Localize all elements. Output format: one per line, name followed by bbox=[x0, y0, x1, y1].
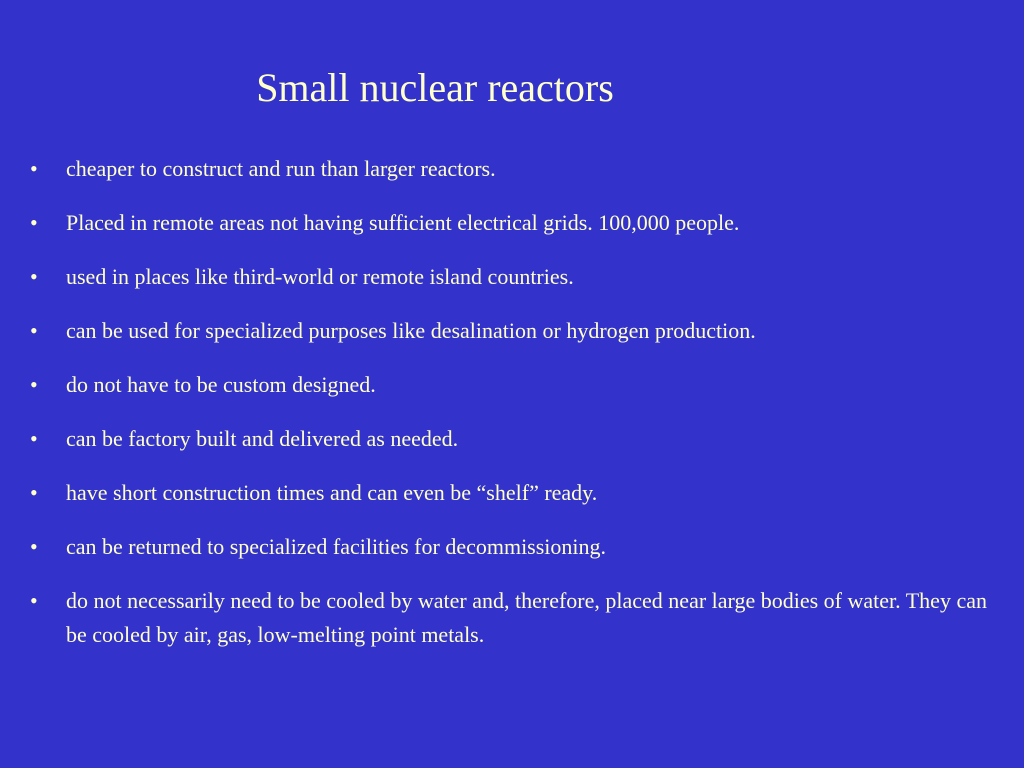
bullet-icon: • bbox=[30, 156, 38, 181]
bullet-icon: • bbox=[30, 264, 38, 289]
bullet-icon: • bbox=[30, 480, 38, 505]
bullet-text: have short construction times and can even be “shelf” ready. bbox=[66, 480, 598, 505]
bullet-text: can be used for specialized purposes like desalination or hydrogen production. bbox=[66, 318, 756, 343]
slide-title: Small nuclear reactors bbox=[256, 65, 614, 110]
list-item bbox=[30, 314, 990, 348]
bullet-text: can be factory built and delivered as needed. bbox=[66, 426, 459, 451]
list-item bbox=[30, 368, 990, 402]
list-item bbox=[30, 530, 990, 564]
bullet-icon: • bbox=[30, 210, 38, 235]
bullet-text: used in places like third-world or remote island countries. bbox=[66, 264, 574, 289]
list-item bbox=[30, 476, 990, 510]
bullet-icon: • bbox=[30, 534, 38, 559]
list-item bbox=[30, 152, 990, 186]
list-item bbox=[30, 584, 990, 652]
bullet-text: do not necessarily need to be cooled by water and, therefore, placed near large bodies of water. They can be cooled by air, gas, low-melting point metals. bbox=[66, 588, 987, 647]
bullet-icon: • bbox=[30, 588, 38, 613]
bullet-text: cheaper to construct and run than larger reactors. bbox=[66, 156, 496, 181]
list-item bbox=[30, 260, 990, 294]
bullet-text: do not have to be custom designed. bbox=[66, 372, 376, 397]
list-item bbox=[30, 422, 990, 456]
bullet-list bbox=[30, 152, 990, 672]
bullet-icon: • bbox=[30, 372, 38, 397]
bullet-text: Placed in remote areas not having sufficient electrical grids. 100,000 people. bbox=[66, 210, 740, 235]
bullet-icon: • bbox=[30, 426, 38, 451]
list-item bbox=[30, 206, 990, 240]
bullet-text: can be returned to specialized facilities for decommissioning. bbox=[66, 534, 607, 559]
bullet-icon: • bbox=[30, 318, 38, 343]
